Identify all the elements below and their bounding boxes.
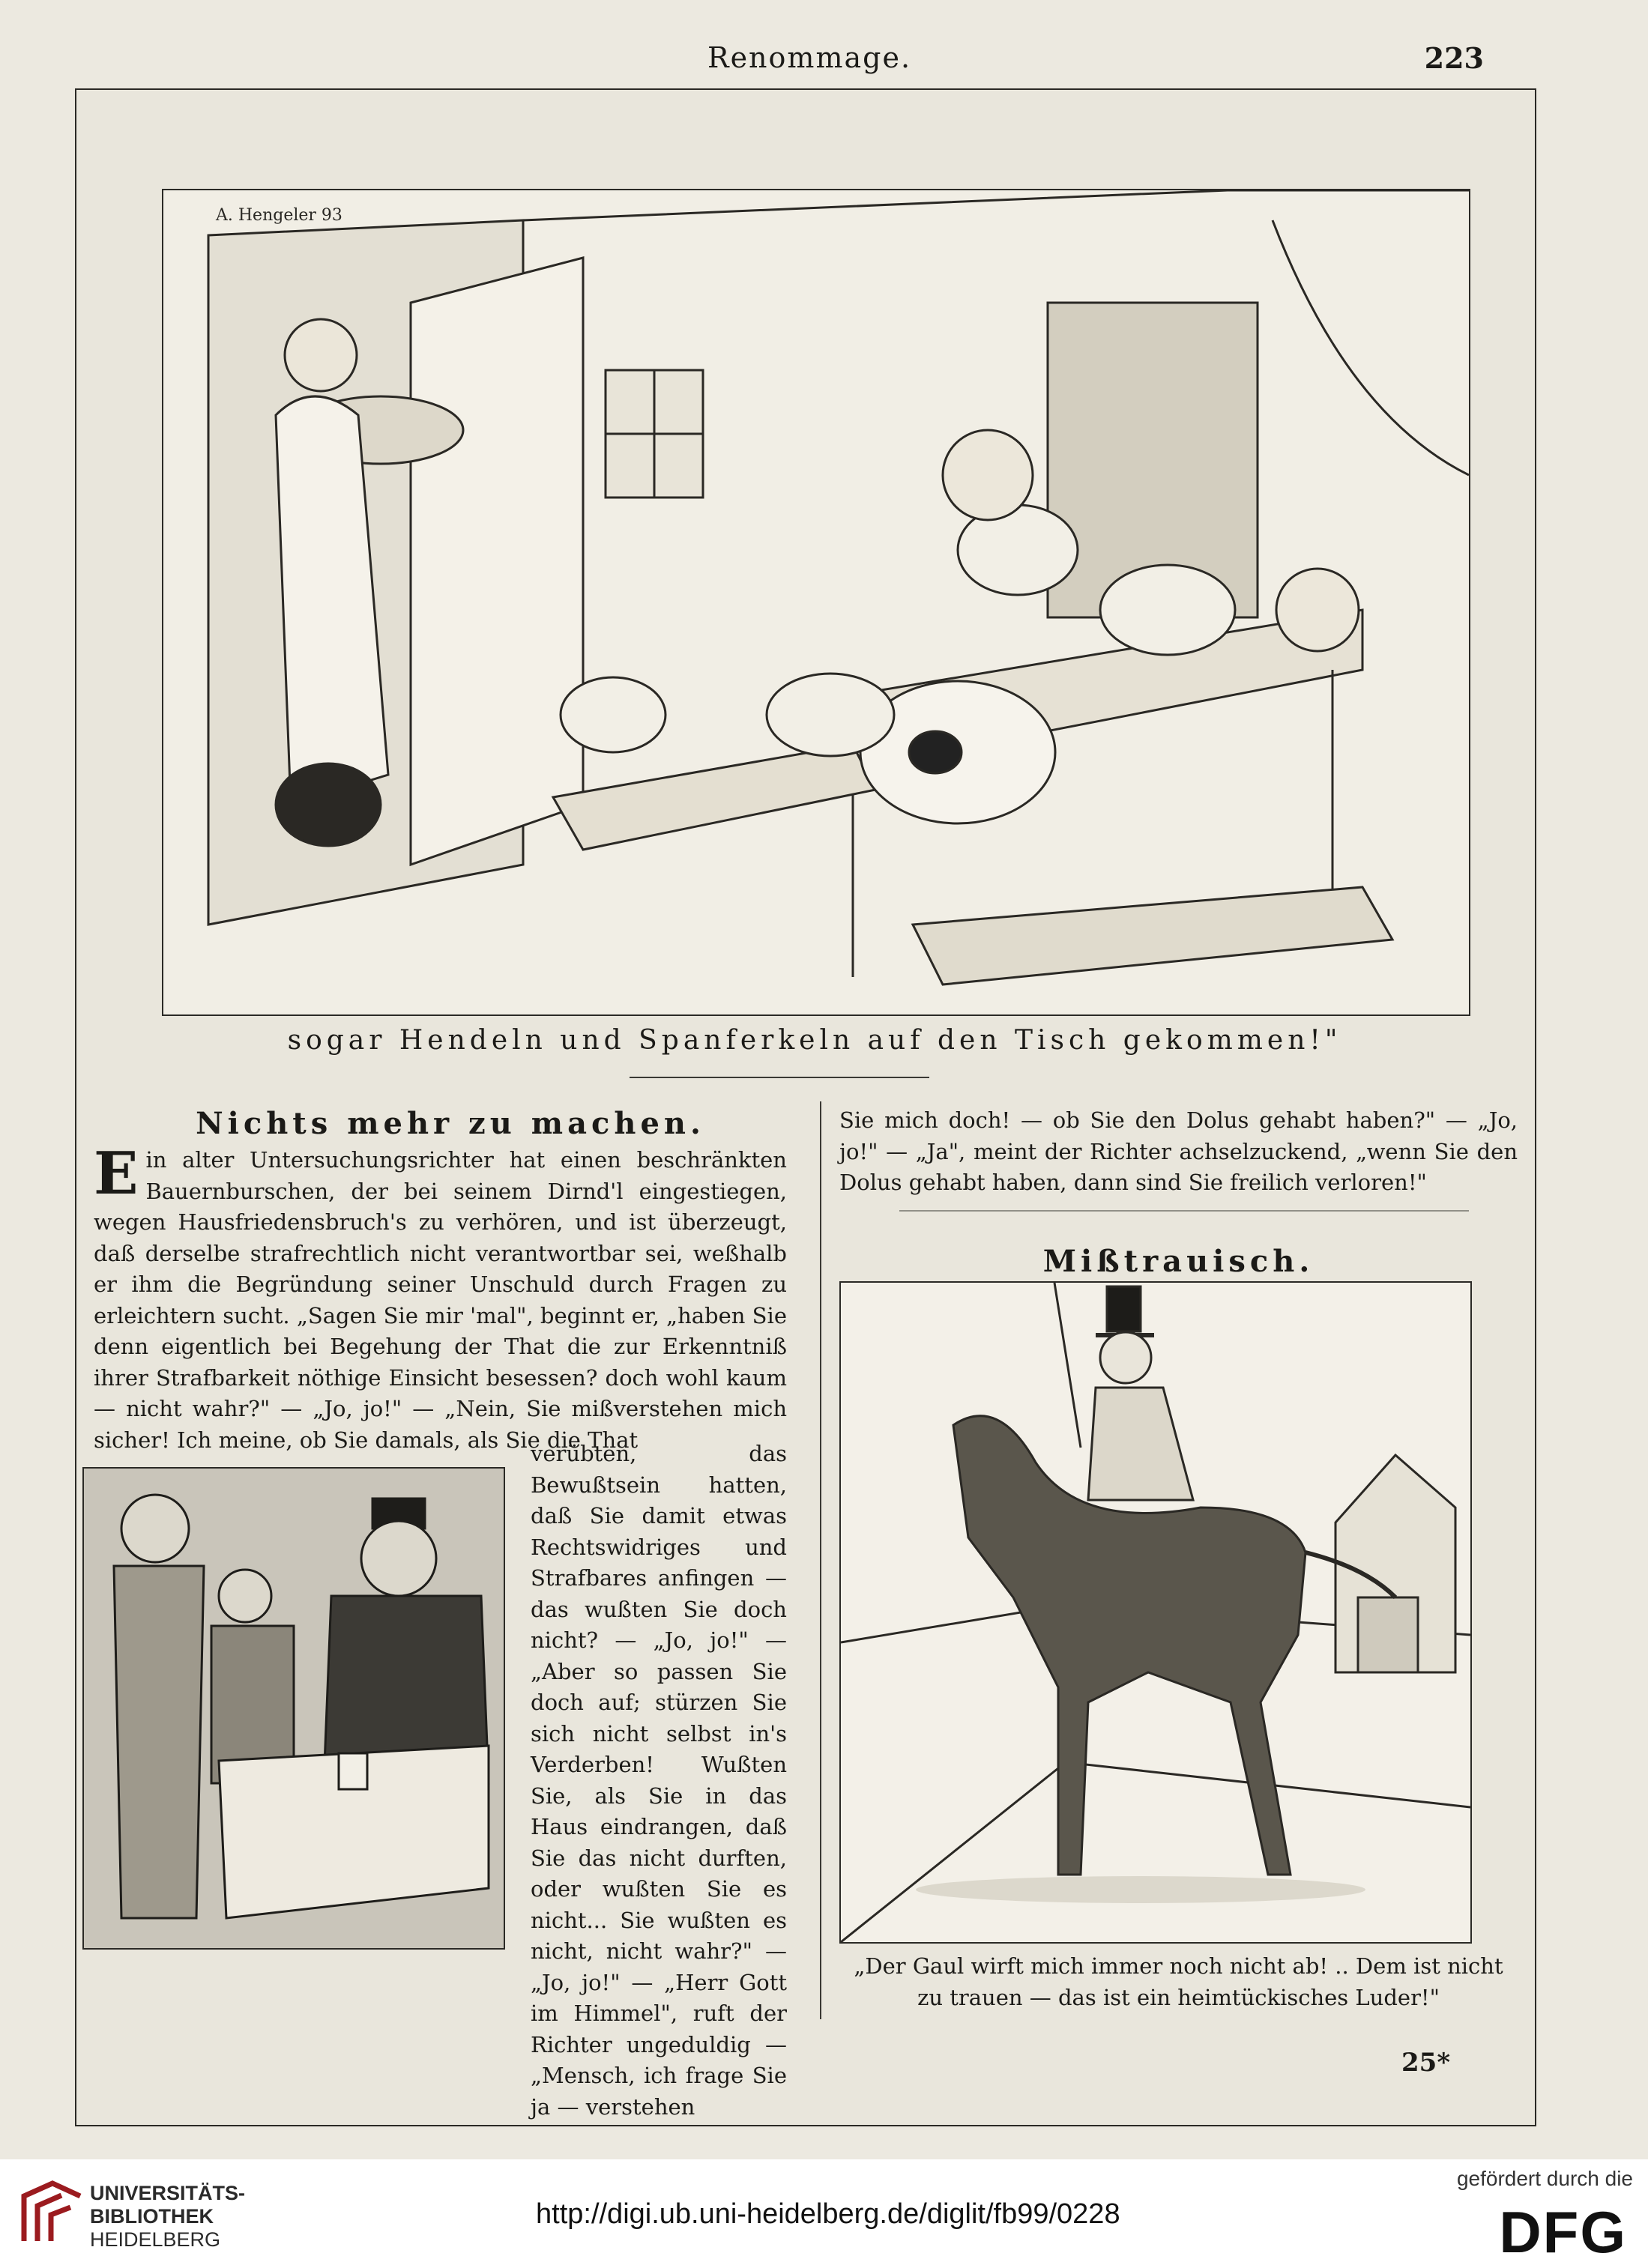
caption-divider: [630, 1077, 929, 1078]
drop-capital: E: [94, 1140, 139, 1208]
dfg-logo: DFG: [1499, 2199, 1627, 2265]
horse-rider-drawing: [841, 1283, 1470, 1942]
story-text-full: [94, 1140, 787, 1453]
story-paragraph-1: in alter Untersuchungsrichter hat einen beschränkten Bauernburschen, der bei seinem Dirnd'l eingestiegen, wegen Hausfriedensbruch's zu verhören, und ist überzeugt, daß derselbe strafrechtlich nicht verantwortbar sei, weßhalb er ihm die Begründung seiner Unschuld durch Fragen zu erleichtern sucht. „Sagen Sie mir 'mal", beginnt er, „haben Sie denn eigentlich bei Begehung der That die zur Erkenntniß ihrer Strafbarkeit nöthige Einsicht besessen? doch wohl kaum — nicht wahr?" — „Jo, jo!" — „Nein, Sie mißverstehen mich sicher! Ich meine, ob Sie damals, als Sie die That: [94, 1147, 787, 1453]
story-continuation: Sie mich doch! — ob Sie den Dolus gehabt haben?" — „Jo, jo!" — „Ja", meint der Richter achselzuckend, „wenn Sie den Dolus gehabt haben, dann sind Sie freilich verloren!": [839, 1107, 1518, 1195]
library-name-line-1: UNIVERSITÄTS-: [90, 2182, 246, 2204]
library-name: [90, 2182, 245, 2252]
tavern-drawing: [84, 1469, 504, 1948]
running-header: [75, 41, 1499, 94]
page-number: 223: [1424, 41, 1484, 75]
kitchen-illustration: [162, 189, 1470, 1016]
kitchen-drawing: [163, 190, 1469, 1014]
sheet-signature: 25*: [1401, 2048, 1451, 2078]
permalink-url[interactable]: http://digi.ub.uni-heidelberg.de/diglit/fb99/0228: [536, 2198, 1120, 2230]
tavern-illustration: [82, 1467, 505, 1950]
horse-rider-illustration: [839, 1281, 1472, 1944]
svg-text:A. Hengeler 93: A. Hengeler 93: [216, 206, 342, 225]
running-title: Renommage.: [707, 41, 912, 74]
library-name-line-3: HEIDELBERG: [90, 2228, 221, 2251]
digitization-footer: [0, 2159, 1648, 2268]
top-caption: sogar Hendeln und Spanferkeln auf den Tisch gekommen!": [287, 1025, 1342, 1056]
story-text-narrow: verübten, das Bewußtsein hatten, daß Sie damit etwas Rechtswidriges und Strafbares anfingen — das wußten Sie doch nicht? — „Jo, jo!" — „Aber so passen Sie doch auf; stürzen Sie sich nicht selbst in's Verderben! Wußten Sie, als Sie in das Haus eindrangen, daß Sie das nicht durften, oder wußten Sie es nicht... Sie wußten es nicht, nicht wahr?" — „Jo, jo!" — „Herr Gott im Himmel", ruft der Richter ungeduldig — „Mensch, ich frage Sie ja — verstehen: [531, 1441, 787, 2120]
faint-rule: [899, 1210, 1469, 1212]
second-story-heading: Mißtrauisch.: [1042, 1244, 1315, 1279]
funded-by-label: gefördert durch die: [1456, 2167, 1633, 2190]
story-heading: Nichts mehr zu machen.: [196, 1106, 705, 1141]
library-name-line-2: BIBLIOTHEK: [90, 2205, 214, 2228]
university-library-logo-icon: [16, 2177, 88, 2249]
column-divider: [820, 1101, 821, 2019]
second-story-caption: „Der Gaul wirft mich immer noch nicht ab! .. Dem ist nicht zu trauen — das ist ein heimtückisches Luder!": [854, 1953, 1503, 2010]
